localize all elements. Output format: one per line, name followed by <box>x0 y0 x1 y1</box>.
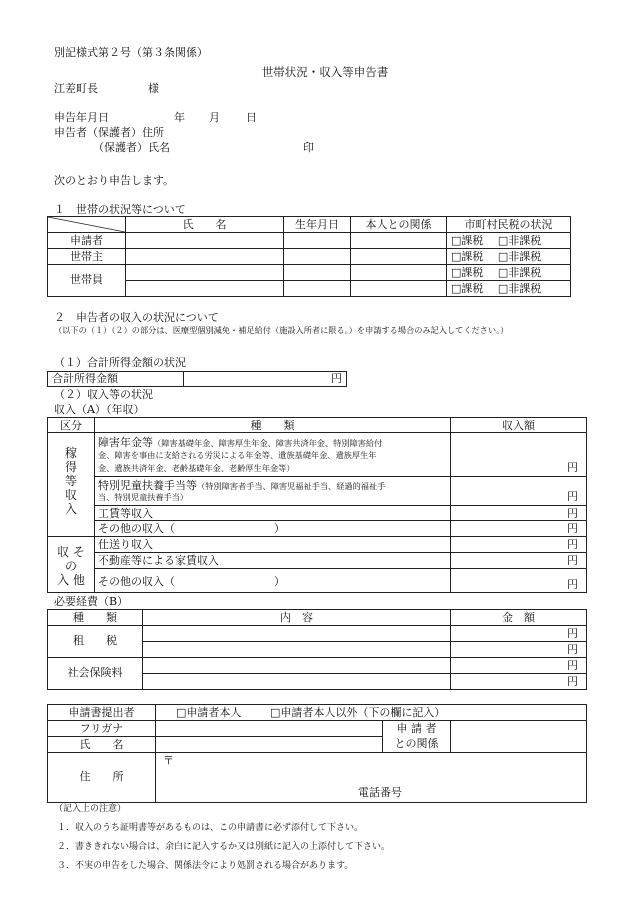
diagonal-line <box>48 217 125 232</box>
intro-text: 次のとおり申告します。 <box>54 174 175 187</box>
rent-income-label: 不動産等による家賃収入 <box>98 554 219 567</box>
relation-label: 申 請 者 <box>396 722 437 735</box>
household-col-name: 氏 名 <box>182 218 227 231</box>
other-income-label: その他の収入（ ） <box>98 522 285 535</box>
submitter-other-checkbox[interactable]: □申請者本人以外（下の欄に記入） <box>270 706 446 719</box>
submitter-address-label: 住 所 <box>79 770 124 783</box>
pension-row <box>98 436 382 449</box>
yen-unit: 円 <box>567 675 578 688</box>
note-item: １．収入のうち証明書等があるものは、この申請書に必ず添付して下さい。 <box>57 823 364 833</box>
allowance-row <box>98 479 385 492</box>
relation-label: との関係 <box>394 737 439 750</box>
yen-unit: 円 <box>567 643 578 656</box>
expense-heading: 必要経費（B） <box>54 595 129 608</box>
tax-status-checkboxes[interactable]: □課税 □非課税 <box>451 266 542 279</box>
applicant-address-label: 申告者（保護者）住所 <box>54 126 164 139</box>
income-status-heading: （２）収入等の状況 <box>54 388 153 401</box>
other-income-label: その他の収入（ ） <box>98 575 285 588</box>
income-col-type: 種 類 <box>250 419 295 432</box>
household-heading: １ 世帯の状況等について <box>54 203 186 216</box>
postal-mark: 〒 <box>163 754 174 767</box>
yen-unit: 円 <box>567 522 578 535</box>
total-income-heading: （１）合計所得金額の状況 <box>54 356 186 369</box>
wage-income-label: 工賃等収入 <box>98 507 153 520</box>
submitter-label: 申請書提出者 <box>68 706 135 719</box>
income-col-category: 区分 <box>60 419 82 432</box>
income-col-amount: 収入額 <box>502 419 535 432</box>
date-label: 申告年月日 <box>54 111 109 124</box>
allowance-title: 特別児童扶養手当等 <box>98 479 197 492</box>
pension-detail: （障害基礎年金、障害厚生年金、障害共済年金、特別障害給付 <box>153 438 383 448</box>
yen-unit: 円 <box>567 490 578 503</box>
note-item: ３．不実の申告をした場合、関係法令により処罰される場合があります。 <box>57 861 354 871</box>
phone-label: 電話番号 <box>358 786 402 799</box>
income-section-note: （以下の（１）（２）の部分は、医療型個別減免・補足給付（施設入所者に限る。）を申請する場合のみ記入してください。） <box>54 325 509 335</box>
expense-col-content: 内 容 <box>280 611 313 624</box>
allowance-detail: （特別障害者手当、障害児福祉手当、経過的福祉手 <box>197 481 386 491</box>
expense-col-amount: 金 額 <box>502 611 535 624</box>
honorific: 様 <box>148 82 159 95</box>
tax-status-checkboxes[interactable]: □課税 □非課税 <box>451 282 542 295</box>
income-section-heading: ２ 申告者の収入の状況について <box>54 311 219 324</box>
pension-title: 障害年金等 <box>98 436 153 449</box>
tax-status-checkboxes[interactable]: □課税 □非課税 <box>451 234 542 247</box>
tax-expense-label: 租 税 <box>73 634 117 647</box>
furigana-label: フリガナ <box>79 722 124 735</box>
yen-unit: 円 <box>567 461 578 474</box>
household-row-label: 世帯主 <box>70 250 103 263</box>
seal-mark: 印 <box>303 141 314 154</box>
yen-unit: 円 <box>567 538 578 551</box>
addressee: 江差町長 <box>54 82 98 95</box>
date-month: 月 <box>209 111 220 124</box>
date-day: 日 <box>246 111 257 124</box>
note-item: ２．書ききれない場合は、余白に記入するか又は別紙に記入の上添付して下さい。 <box>57 842 391 852</box>
yen-unit: 円 <box>567 507 578 520</box>
total-income-label: 合計所得金額 <box>52 372 118 385</box>
household-col-relation: 本人との関係 <box>365 218 432 231</box>
tax-status-checkboxes[interactable]: □課税 □非課税 <box>451 250 542 263</box>
date-year: 年 <box>174 111 185 124</box>
social-insurance-label: 社会保険料 <box>67 666 123 679</box>
submitter-name-label: 氏 名 <box>79 738 124 751</box>
form-title: 世帯状況・収入等申告書 <box>261 65 389 79</box>
yen-unit: 円 <box>567 554 578 567</box>
household-col-tax: 市町村民税の状況 <box>464 218 553 231</box>
income-a-heading: 収入（A）（年収） <box>54 403 145 416</box>
household-row-label: 世帯員 <box>70 273 103 286</box>
applicant-name-label: （保護者）氏名 <box>93 141 170 154</box>
notes-heading: （記入上の注意） <box>54 804 127 814</box>
yen-unit: 円 <box>567 578 578 591</box>
form-number: 別記様式第２号（第３条関係） <box>54 46 208 59</box>
household-col-birthdate: 生年月日 <box>295 218 339 231</box>
other-income-group-label: 収 そ の 入 他 <box>57 545 85 587</box>
pension-detail-line: 金、障害を事由に支給される労災による年金等、遺族基礎年金、遺族厚生年 <box>98 450 377 460</box>
remittance-income-label: 仕送り収入 <box>98 538 153 551</box>
pension-detail-line: 金、遺族共済年金、老齢基礎年金、老齢厚生年金等） <box>98 463 295 473</box>
yen-unit: 円 <box>567 659 578 672</box>
yen-unit: 円 <box>331 372 342 385</box>
earned-income-label: 稼 得 等 収 入 <box>64 446 77 516</box>
allowance-detail-line: 当、特別児童扶養手当） <box>98 492 189 502</box>
expense-col-type: 種 類 <box>73 611 117 624</box>
yen-unit: 円 <box>567 627 578 640</box>
submitter-self-checkbox[interactable]: □申請者本人 <box>176 706 242 719</box>
household-row-label: 申請者 <box>70 234 103 247</box>
